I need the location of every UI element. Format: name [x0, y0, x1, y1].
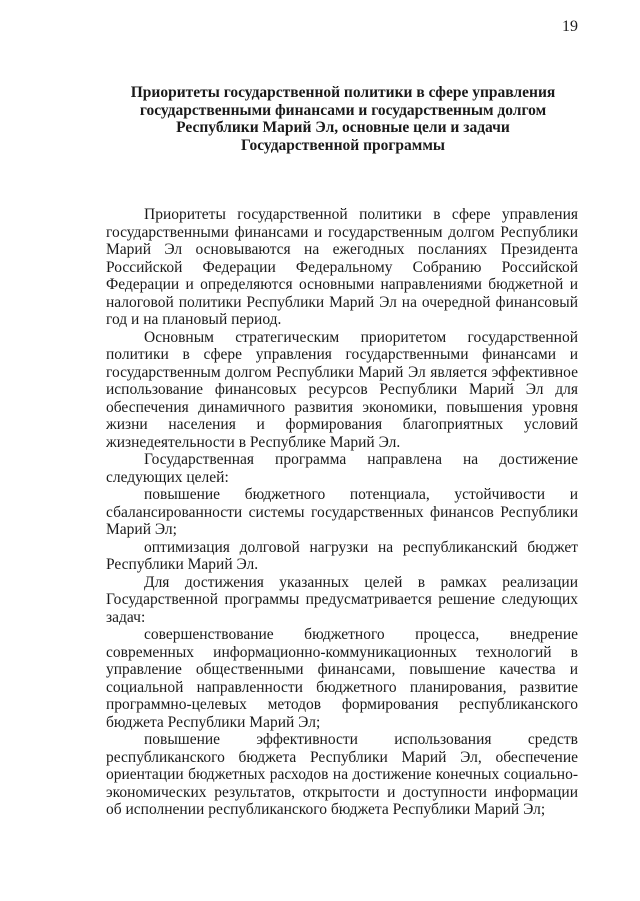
body-text	[106, 206, 578, 819]
paragraph: оптимизация долговой нагрузки на республиканский бюджет Республики Марий Эл.	[106, 538, 578, 573]
paragraph: Основным стратегическим приоритетом государственной политики в сфере управления государственными финансами и государственным долгом Республики Марий Эл является эффективное использование финансовых ресурсов Республики Марий Эл для обеспечения динамичного развития экономики, повышения уровня жизни населения и формирования благоприятных условий жизнедеятельности в Республике Марий Эл.	[106, 328, 578, 451]
heading-line: Государственной программы	[241, 136, 445, 154]
paragraph: Государственная программа направлена на достижение следующих целей:	[106, 451, 578, 486]
heading-line: Республики Марий Эл, основные цели и задачи	[176, 119, 510, 137]
heading-line: государственными финансами и государственным долгом	[139, 101, 547, 119]
paragraph: повышение эффективности использования средств республиканского бюджета Республики Марий Эл, обеспечение ориентации бюджетных расходов на достижение конечных социально-экономических результатов, открытости и доступности информации об исполнении республиканского бюджета Республики Марий Эл;	[106, 731, 578, 818]
paragraph: Для достижения указанных целей в рамках реализации Государственной программы предусматривается решение следующих задач:	[106, 573, 578, 626]
heading-line: Приоритеты государственной политики в сфере управления	[130, 84, 556, 101]
paragraph: совершенствование бюджетного процесса, внедрение современных информационно-коммуникационных технологий в управление общественными финансами, повышение качества и социальной направленности бюджетного планирования, развитие программно-целевых методов формирования республиканского бюджета Республики Марий Эл;	[106, 626, 578, 731]
section-heading	[100, 84, 586, 154]
paragraph: повышение бюджетного потенциала, устойчивости и сбалансированности системы государственных финансов Республики Марий Эл;	[106, 486, 578, 538]
paragraph: Приоритеты государственной политики в сфере управления государственными финансами и государственным долгом Республики Марий Эл основываются на ежегодных посланиях Президента Российской Федерации Федеральному Собранию Российской Федерации и определяются основными направлениями бюджетной и налоговой политики Республики Марий Эл на очередной финансовый год и на плановый период.	[106, 206, 578, 328]
page-number: 19	[562, 18, 578, 35]
